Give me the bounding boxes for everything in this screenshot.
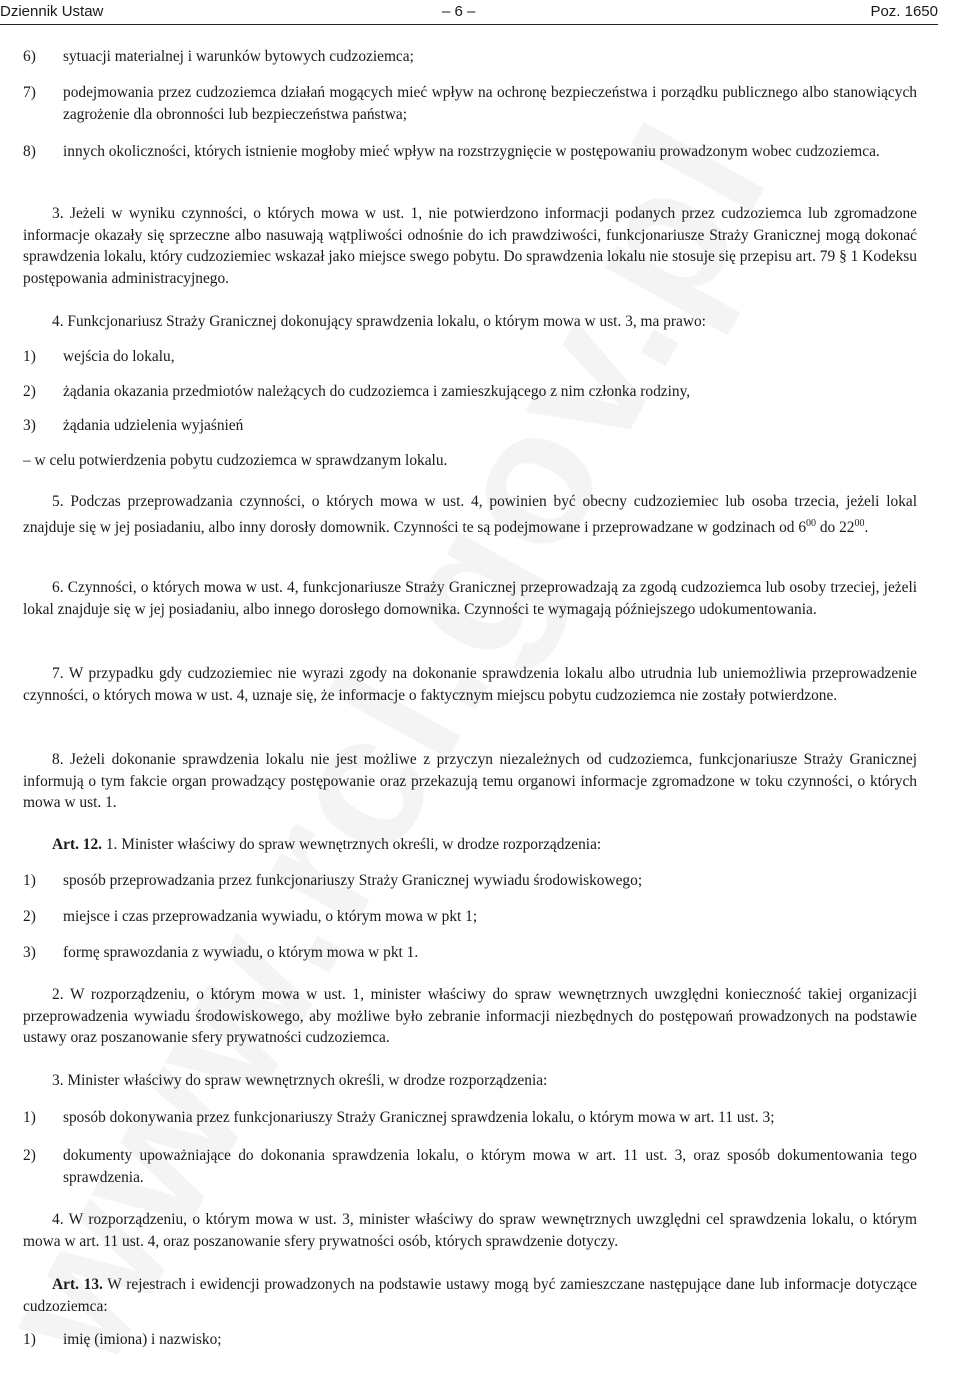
list-text: żądania okazania przedmiotów należących do cudzoziemca i zamieszkującego z nim członka rodziny,: [63, 383, 691, 400]
article-label: Art. 12.: [52, 836, 103, 853]
paragraph-3: 3. Jeżeli w wyniku czynności, o których mowa w ust. 1, nie potwierdzono informacji podanych przez cudzoziemca lub zgromadzone informacje okazały się sprzeczne albo nasuwają wątpliwości odnośnie do ich prawdziwości, funkcjonariusze Straży Granicznej mogą dokonać sprawdzenia lokalu, który cudzoziemiec wskazał jako miejsce swego pobytu. Do sprawdzenia lokalu nie stosuje się przepisu art. 79 § 1 Kodeksu postępowania administracyjnego.: [23, 205, 917, 287]
position-number: Poz. 1650: [870, 3, 938, 20]
list-number: 7): [23, 84, 36, 101]
list-number: 3): [23, 417, 36, 434]
list-text: wejścia do lokalu,: [63, 348, 175, 365]
article-12-paragraph-2: 2. W rozporządzeniu, o którym mowa w ust. 1, minister właściwy do spraw wewnętrznych uwzględni konieczność takiej organizacji przeprowadzenia wywiadu środowiskowego, aby możliwe było zebranie informacji niezbędnych do postępowań prowadzonych na podstawie ustawy oraz poszanowanie sfery prywatności cudzoziemca.: [23, 986, 917, 1046]
list-number: 2): [23, 383, 36, 400]
list-number: 1): [23, 348, 36, 365]
list-text: formę sprawozdania z wywiadu, o którym mowa w pkt 1.: [63, 944, 419, 961]
list-number: 8): [23, 143, 36, 160]
page-number: – 6 –: [442, 3, 476, 20]
list-item: [23, 415, 917, 437]
list-item: [23, 1107, 917, 1129]
list-text: miejsce i czas przeprowadzania wywiadu, o którym mowa w pkt 1;: [63, 908, 478, 925]
paragraph-7: 7. W przypadku gdy cudzoziemiec nie wyrazi zgody na dokonanie sprawdzenia lokalu albo utrudnia lub uniemożliwia przeprowadzenie czynności, o których mowa w ust. 4, uznaje się, że informacje o faktycznym miejscu pobytu cudzoziemca nie zostały potwierdzone.: [23, 665, 917, 704]
list-text: dokumenty upoważniające do dokonania sprawdzenia lokalu, o którym mowa w art. 11 ust. 3, oraz sposób dokumentowania tego sprawdzenia.: [63, 1147, 917, 1186]
list-item: [23, 46, 917, 68]
list-item: [23, 906, 917, 928]
list-item: [23, 942, 917, 964]
list-number: 1): [23, 872, 36, 889]
list-text: sytuacji materialnej i warunków bytowych cudzoziemca;: [63, 48, 414, 65]
list-number: 1): [23, 1109, 36, 1126]
paragraph-5-mid: do 22: [816, 518, 855, 536]
article-12-paragraph-3: 3. Minister właściwy do spraw wewnętrznych określi, w drodze rozporządzenia:: [52, 1072, 548, 1089]
list-item: [23, 1145, 917, 1188]
list-text: żądania udzielenia wyjaśnień: [63, 417, 244, 434]
journal-title: Dziennik Ustaw: [0, 3, 104, 20]
superscript: 00: [854, 517, 865, 529]
paragraph-5-main: 5. Podczas przeprowadzania czynności, o których mowa w ust. 4, powinien być obecny cudzoziemiec lub osoba trzecia, jeżeli lokal znajduje się w jej posiadaniu, albo inny dorosły domownik. Czynności te są podejmowane i przeprowadzane w godzinach od 6: [23, 493, 917, 536]
list-number: 1): [23, 1331, 36, 1348]
list-text: innych okoliczności, których istnienie mogłoby mieć wpływ na rozstrzygnięcie w postępowaniu prowadzonym wobec cudzoziemca.: [63, 143, 880, 160]
list-number: 6): [23, 48, 36, 65]
list-text: imię (imiona) i nazwisko;: [63, 1331, 222, 1348]
list-number: 3): [23, 944, 36, 961]
list-item: [23, 381, 917, 403]
list-text: sposób przeprowadzania przez funkcjonariuszy Straży Granicznej wywiadu środowiskowego;: [63, 872, 643, 889]
article-text: 1. Minister właściwy do spraw wewnętrznych określi, w drodze rozporządzenia:: [102, 836, 602, 853]
paragraph-4-tail: – w celu potwierdzenia pobytu cudzoziemca w sprawdzanym lokalu.: [23, 452, 448, 469]
paragraph-6: 6. Czynności, o których mowa w ust. 4, funkcjonariusze Straży Granicznej przeprowadzają za zgodą cudzoziemca lub osoby trzeciej, jeżeli lokal znajduje się w jej posiadaniu, albo innego dorosłego domownika. Czynności te wymagają późniejszego udokumentowania.: [23, 579, 917, 618]
paragraph-5: [23, 491, 917, 538]
header-rule: [0, 24, 938, 25]
list-text: sposób dokonywania przez funkcjonariuszy Straży Granicznej sprawdzenia lokalu, o którym mowa w art. 11 ust. 3;: [63, 1109, 775, 1126]
list-number: 2): [23, 1147, 36, 1164]
article-13-intro: [23, 1274, 917, 1317]
paragraph-5-end: .: [864, 518, 869, 536]
list-item: [23, 1329, 917, 1351]
superscript: 00: [806, 517, 817, 529]
paragraph-4: 4. Funkcjonariusz Straży Granicznej dokonujący sprawdzenia lokalu, o którym mowa w ust. 3, ma prawo:: [52, 313, 706, 330]
list-item: [23, 141, 917, 163]
list-text: podejmowania przez cudzoziemca działań mogących mieć wpływ na ochronę bezpieczeństwa i porządku publicznego albo stanowiących zagrożenie dla obronności lub bezpieczeństwa państwa;: [63, 84, 917, 123]
article-label: Art. 13.: [52, 1276, 103, 1293]
list-number: 2): [23, 908, 36, 925]
list-item: [23, 346, 917, 368]
paragraph-8: 8. Jeżeli dokonanie sprawdzenia lokalu nie jest możliwe z przyczyn niezależnych od cudzoziemca, funkcjonariusze Straży Granicznej informują o tym fakcie organ prowadzący postępowanie oraz przekazują temu organowi informacje zgromadzone w toku czynności, o których mowa w ust. 1.: [23, 751, 917, 811]
article-12-paragraph-4: 4. W rozporządzeniu, o którym mowa w ust. 3, minister właściwy do spraw wewnętrznych uwzględni cel sprawdzenia lokalu, o którym mowa w art. 11 ust. 4, oraz poszanowanie sfery prywatności osób, których sprawdzenie dotyczy.: [23, 1211, 917, 1250]
article-text: W rejestrach i ewidencji prowadzonych na podstawie ustawy mogą być zamieszczane następujące dane lub informacje dotyczące cudzoziemca:: [23, 1276, 917, 1315]
list-item: [23, 82, 917, 125]
list-item: [23, 870, 917, 892]
article-12-intro: [23, 834, 917, 856]
